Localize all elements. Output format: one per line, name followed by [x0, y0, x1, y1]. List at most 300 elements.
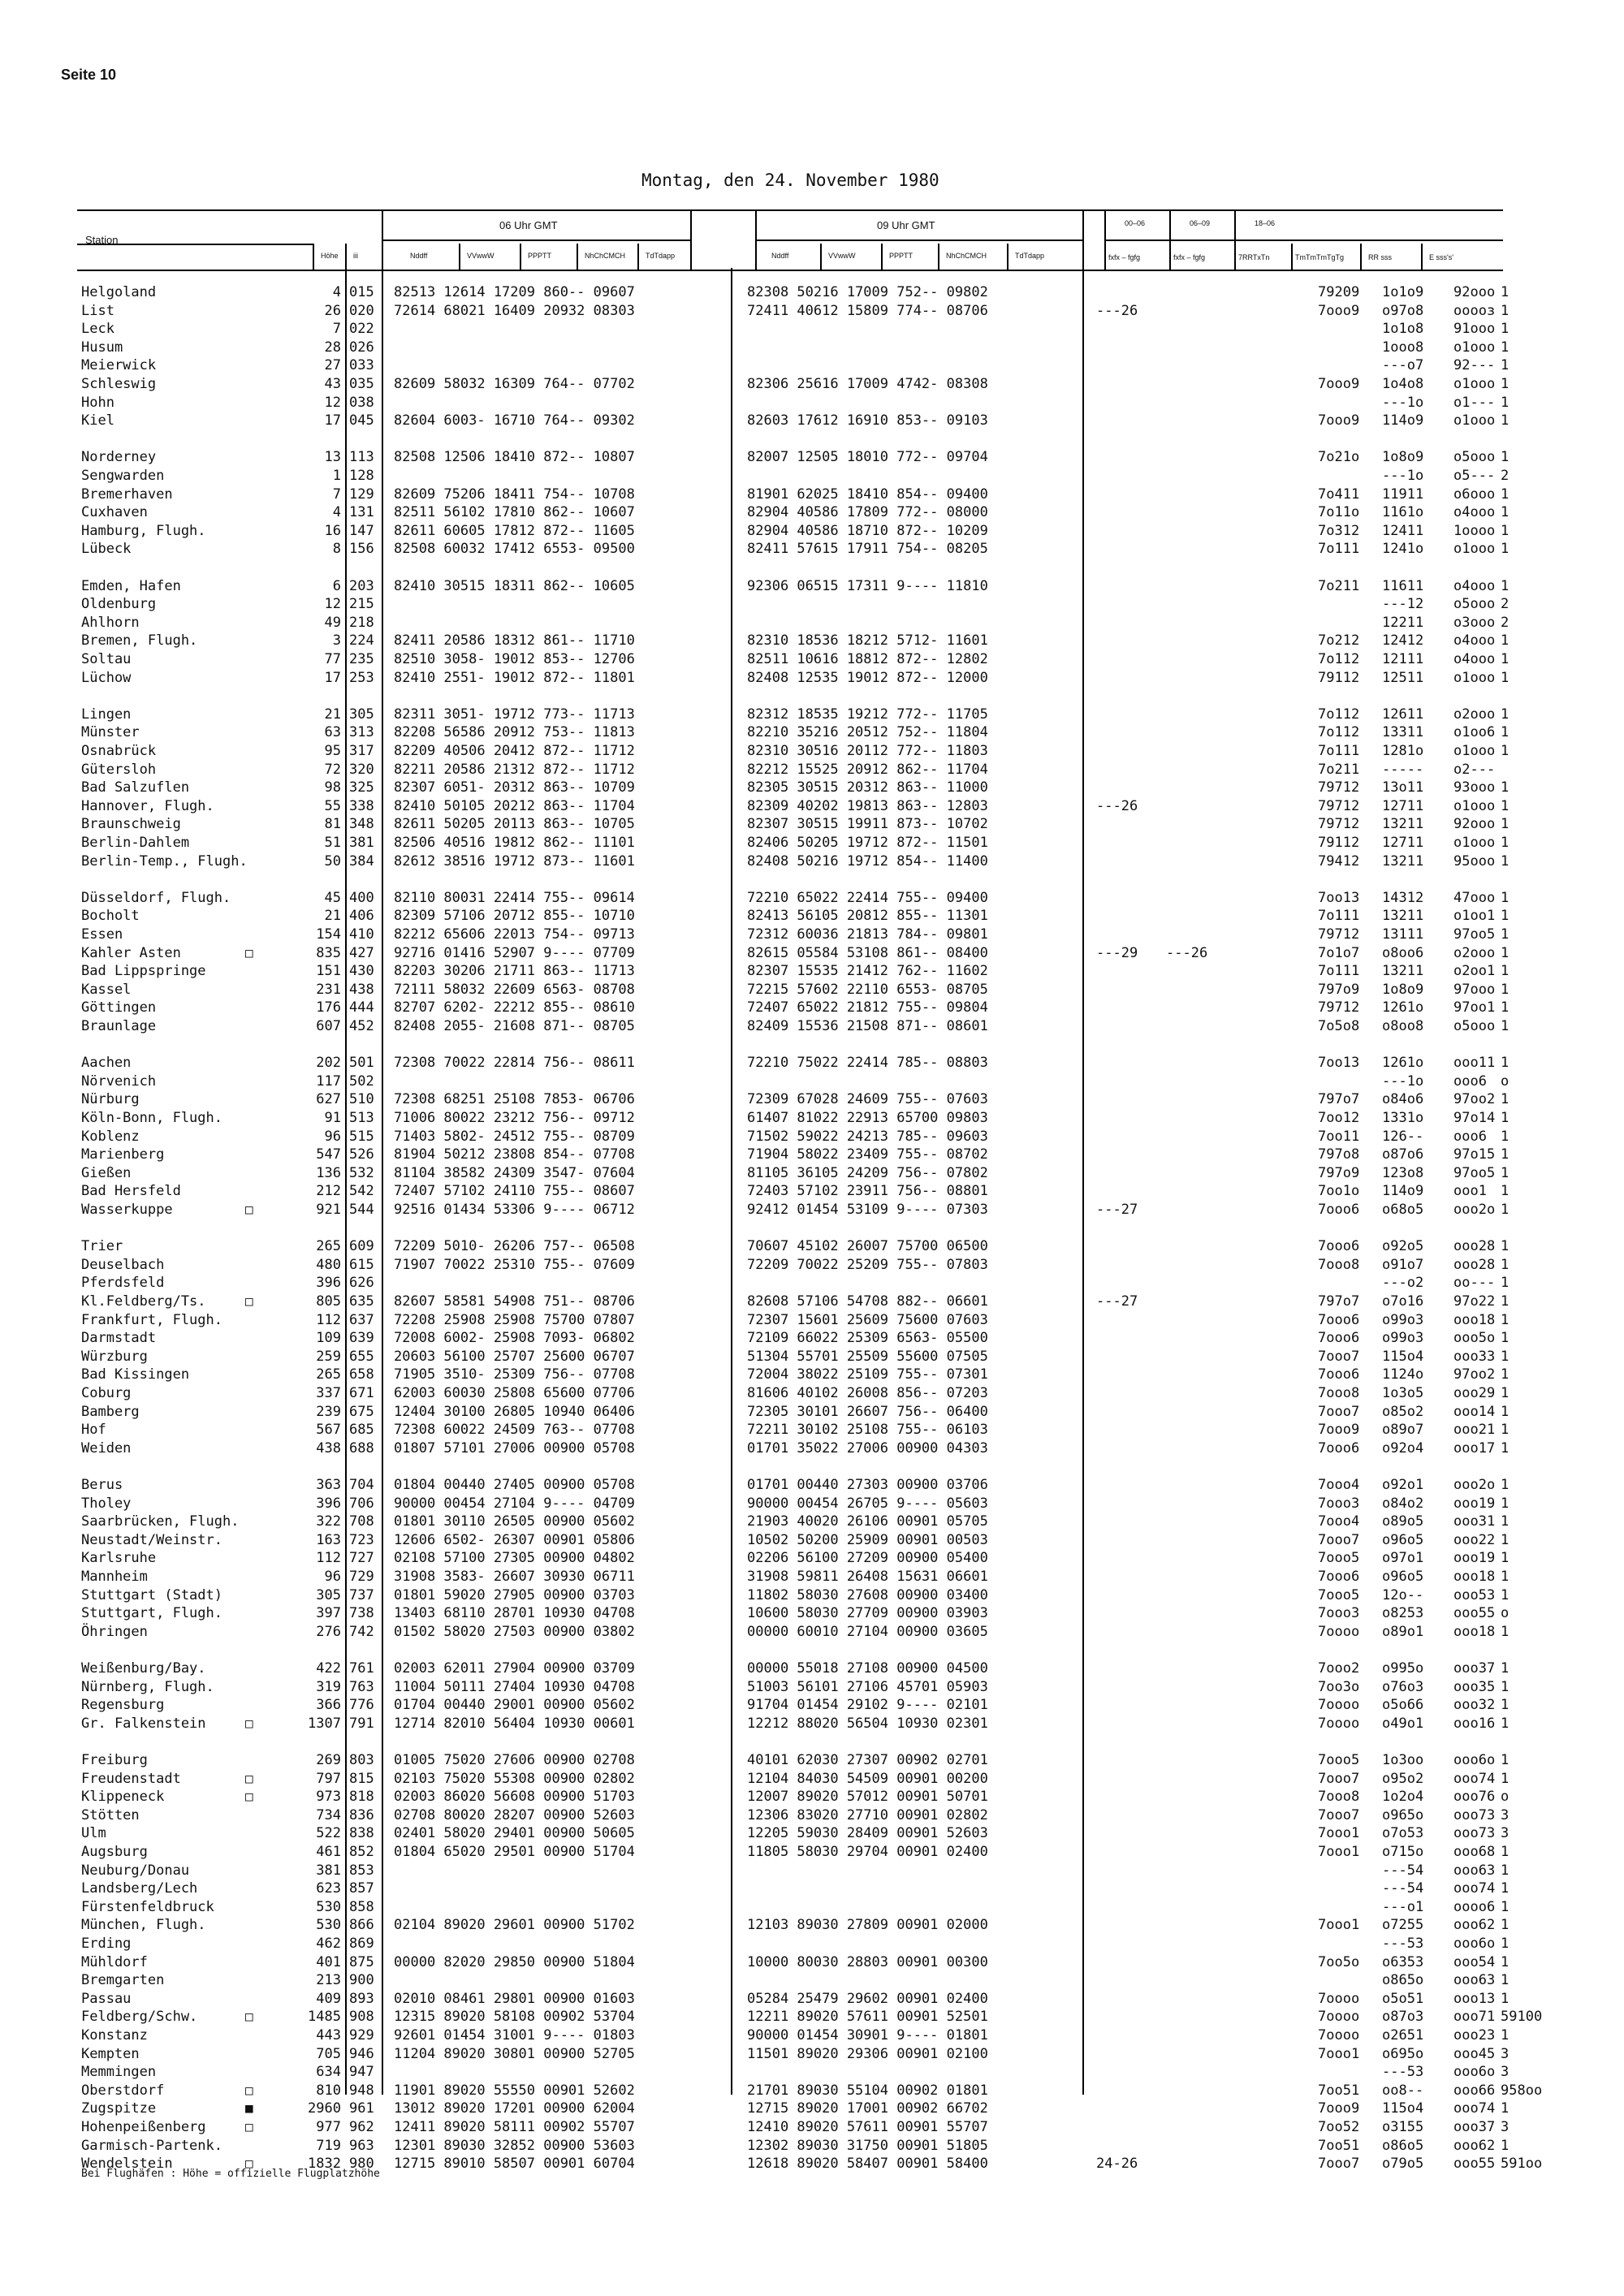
station-height: 265: [316, 1238, 341, 1255]
snow-group: 1: [1501, 743, 1510, 759]
wind-gust-00-06: ---29: [1096, 944, 1138, 961]
table-row: [0, 1733, 1624, 1751]
precip-group: o6ooo: [1453, 486, 1496, 503]
station-name: Bad Hersfeld: [81, 1183, 181, 1200]
precip-group: ooo2o: [1453, 1477, 1496, 1493]
station-name: Soltau: [81, 651, 132, 667]
temperature-group: 7o11o: [1318, 504, 1360, 521]
extreme-temp-group: o99o3: [1382, 1330, 1424, 1347]
station-height: 607: [316, 1018, 341, 1034]
precip-group: o4ooo: [1453, 632, 1496, 650]
station-index: 381: [349, 835, 374, 851]
station-name: Schleswig: [81, 376, 157, 392]
precip-group: ooo33: [1453, 1348, 1496, 1365]
station-index: 803: [349, 1752, 374, 1768]
obs-09-group: 92306 06515 17311 9---- 11810: [747, 577, 988, 594]
table-row: [0, 1880, 1624, 1898]
obs-09-group: 12618 89020 58407 00901 58400: [747, 2156, 988, 2173]
station-name: Neustadt/Weinstr.: [81, 1531, 222, 1548]
obs-09-group: 00000 55018 27108 00900 04500: [747, 1660, 988, 1677]
precip-group: 92ooo: [1453, 284, 1496, 300]
obs-06-group: 71006 80022 23212 756-- 09712: [394, 1110, 635, 1126]
station-height: 96: [324, 1569, 341, 1585]
obs-09-group: 82310 30516 20112 772-- 11803: [747, 743, 988, 759]
extreme-temp-group: o96o5: [1382, 1531, 1424, 1548]
precip-group: o1ooo: [1453, 743, 1496, 759]
extreme-temp-group: o89o7: [1382, 1422, 1424, 1439]
mountain-marker: □: [245, 1770, 253, 1786]
obs-09-group: 12212 88020 56504 10930 02301: [747, 1715, 988, 1732]
extreme-temp-group: 123o8: [1382, 1164, 1424, 1181]
extreme-temp-group: 114o9: [1382, 1183, 1424, 1200]
precip-group: ooo76: [1453, 1789, 1496, 1806]
obs-06-group: 82203 30206 21711 863-- 11713: [394, 963, 635, 980]
obs-06-group: 72209 5010- 26206 757-- 06508: [394, 1238, 635, 1255]
extreme-temp-group: o68o5: [1382, 1202, 1424, 1218]
station-name: Würzburg: [81, 1348, 148, 1365]
table-row: [0, 982, 1624, 999]
c09-pp-header: PPPTT: [889, 252, 914, 260]
station-index: 857: [349, 1880, 374, 1897]
table-row: [0, 559, 1624, 577]
precip-group: o5ooo: [1453, 1018, 1496, 1034]
snow-group: o: [1501, 1605, 1510, 1622]
obs-06-group: 82510 3058- 19012 853-- 12706: [394, 651, 635, 667]
station-name: Darmstadt: [81, 1330, 157, 1347]
station-name: Stuttgart (Stadt): [81, 1586, 222, 1603]
station-index: 253: [349, 669, 374, 686]
snow-group: 1: [1501, 522, 1510, 539]
station-height: 366: [316, 1697, 341, 1714]
station-index: 815: [349, 1770, 374, 1787]
extreme-temp-group: 13211: [1382, 852, 1424, 870]
obs-09-group: 72004 38022 25109 755-- 07301: [747, 1366, 988, 1383]
station-index: 156: [349, 541, 374, 558]
obs-09-group: 31908 59811 26408 15631 06601: [747, 1569, 988, 1585]
station-name: Nürnberg, Flugh.: [81, 1678, 214, 1695]
station-index: 131: [349, 504, 374, 521]
station-height: 4: [332, 504, 341, 521]
temperature-group: 7ooo9: [1318, 2100, 1360, 2117]
precip-group: 97o22: [1453, 1293, 1496, 1310]
table-row: [0, 2100, 1624, 2118]
station-height: 422: [316, 1660, 341, 1677]
precip-group: ooo55: [1453, 1605, 1496, 1622]
snow-group: 1: [1501, 1972, 1510, 1989]
snow-group: o: [1501, 1072, 1510, 1090]
precip-group: ooo74: [1453, 2100, 1496, 2117]
header-rule: [1360, 244, 1362, 270]
station-name: Erding: [81, 1936, 132, 1952]
precip-group: ooo74: [1453, 1770, 1496, 1787]
obs-09-group: 91704 01454 29102 9---- 02101: [747, 1697, 988, 1714]
station-index: 946: [349, 2045, 374, 2062]
snow-group: 1: [1501, 1586, 1510, 1603]
c09-vv-header: VVwwW: [828, 252, 856, 260]
temperature-group: 7oo12: [1318, 1110, 1360, 1126]
extreme-temp-group: 13311: [1382, 724, 1424, 741]
station-name: Klippeneck: [81, 1789, 165, 1806]
station-name: Oberstdorf: [81, 2082, 165, 2099]
station-index: 637: [349, 1311, 374, 1328]
extreme-temp-group: o5o51: [1382, 1990, 1424, 2007]
sub-4-header: TmTmTmTgTg: [1295, 253, 1344, 261]
c09-td-header: TdTdapp: [1015, 252, 1045, 260]
extreme-temp-group: o5o66: [1382, 1697, 1424, 1714]
obs-09-group: 12103 89030 27809 00901 02000: [747, 1917, 988, 1934]
snow-group: 1: [1501, 1844, 1510, 1860]
station-name: Bremerhaven: [81, 486, 173, 503]
temperature-group: 7oo11: [1318, 1128, 1360, 1145]
table-row: [0, 1129, 1624, 1146]
station-height: 13: [324, 449, 341, 466]
snow-group: 1: [1501, 651, 1510, 667]
obs-09-group: 82411 57615 17911 754-- 08205: [747, 541, 988, 558]
obs-06-group: 72614 68021 16409 20932 08303: [394, 302, 635, 319]
snow-group: 1: [1501, 1898, 1510, 1915]
station-index: 980: [349, 2156, 374, 2173]
station-index: 438: [349, 981, 374, 998]
table-row: [0, 670, 1624, 688]
header-rule: [1007, 244, 1009, 270]
station-index: 035: [349, 376, 374, 392]
obs-06-group: 12715 89010 58507 00901 60704: [394, 2156, 635, 2173]
snow-group: o: [1501, 1789, 1510, 1806]
station-height: 26: [324, 302, 341, 319]
station-name: Mannheim: [81, 1569, 148, 1585]
extreme-temp-group: 1o8o9: [1382, 981, 1424, 998]
extreme-temp-group: 1241o: [1382, 541, 1424, 558]
temperature-group: 7ooo1: [1318, 1917, 1360, 1934]
precip-group: o5---: [1453, 468, 1496, 484]
obs-09-group: 72109 66022 25309 6563- 05500: [747, 1330, 988, 1347]
header-rule: [345, 244, 347, 270]
station-name: Memmingen: [81, 2064, 157, 2081]
obs-09-group: 82312 18535 19212 772-- 11705: [747, 706, 988, 723]
wind-gust-00-06: ---27: [1096, 1202, 1138, 1218]
obs-09-group: 72305 30101 26607 756-- 06400: [747, 1403, 988, 1420]
mountain-marker: ■: [245, 2100, 253, 2117]
station-index: 776: [349, 1697, 374, 1714]
obs-09-group: 40101 62030 27307 00902 02701: [747, 1752, 988, 1768]
table-row: [0, 2119, 1624, 2137]
precip-group: ooo63: [1453, 1862, 1496, 1879]
precip-group: 92ooo: [1453, 816, 1496, 833]
station-index: 685: [349, 1422, 374, 1439]
station-height: 462: [316, 1936, 341, 1952]
station-index: 893: [349, 1990, 374, 2007]
table-row: [0, 1037, 1624, 1055]
table-row: [0, 1954, 1624, 1972]
precip-group: o1ooo: [1453, 797, 1496, 814]
table-row: [0, 1917, 1624, 1935]
snow-group: 1: [1501, 1439, 1510, 1457]
snow-group: 1: [1501, 1128, 1510, 1145]
snow-group: 1: [1501, 1752, 1510, 1768]
snow-group: 1: [1501, 835, 1510, 851]
station-height: 409: [316, 1990, 341, 2007]
station-height: 55: [324, 797, 341, 814]
table-row: [0, 1018, 1624, 1036]
obs-09-group: 01701 00440 27303 00900 03706: [747, 1477, 988, 1493]
table-row: [0, 1660, 1624, 1678]
extreme-temp-group: 12o--: [1382, 1586, 1424, 1603]
temperature-group: 7ooo6: [1318, 1238, 1360, 1255]
extreme-temp-group: 12711: [1382, 835, 1424, 851]
station-index: 313: [349, 724, 374, 741]
station-index: 015: [349, 284, 374, 300]
station-name: Kassel: [81, 981, 132, 998]
obs-06-group: 82609 58032 16309 764-- 07702: [394, 376, 635, 392]
extreme-temp-group: o92o4: [1382, 1439, 1424, 1457]
table-row: [0, 816, 1624, 834]
temperature-group: 7ooo1: [1318, 1825, 1360, 1842]
station-index: 948: [349, 2082, 374, 2099]
mountain-marker: □: [245, 1789, 253, 1805]
station-name: Aachen: [81, 1055, 132, 1072]
table-row: [0, 1183, 1624, 1201]
obs-09-group: 00000 60010 27104 00900 03605: [747, 1623, 988, 1640]
obs-06-group: 82411 20586 18312 861-- 11710: [394, 632, 635, 650]
station-name: Konstanz: [81, 2027, 148, 2044]
precip-group: ooo62: [1453, 1917, 1496, 1934]
precip-group: ooo53: [1453, 1586, 1496, 1603]
header-rule: [1082, 211, 1084, 270]
obs-06-group: 02003 62011 27904 00900 03709: [394, 1660, 635, 1677]
station-height: 28: [324, 339, 341, 356]
snow-group: 1: [1501, 1862, 1510, 1879]
precip-group: 97o14: [1453, 1110, 1496, 1126]
extreme-temp-group: o695o: [1382, 2045, 1424, 2062]
obs-06-group: 82307 6051- 20312 863-- 10709: [394, 779, 635, 796]
c06-td-header: TdTdapp: [646, 252, 676, 260]
mountain-marker: □: [245, 944, 253, 960]
header-rule: [881, 244, 883, 270]
station-height: 1: [332, 468, 341, 484]
precip-group: ooo21: [1453, 1422, 1496, 1439]
group-06-header: 06 Uhr GMT: [499, 219, 558, 231]
table-row: [0, 1293, 1624, 1311]
station-height: 12: [324, 596, 341, 613]
station-name: Regensburg: [81, 1697, 165, 1714]
precip-group: ooo32: [1453, 1697, 1496, 1714]
obs-06-group: 82611 60605 17812 872-- 11605: [394, 522, 635, 539]
precip-group: ooo14: [1453, 1403, 1496, 1420]
precip-group: ooo55: [1453, 2156, 1496, 2173]
extreme-temp-group: o995o: [1382, 1660, 1424, 1677]
station-name: Saarbrücken, Flugh.: [81, 1513, 240, 1530]
station-height: 63: [324, 724, 341, 741]
station-height: 634: [316, 2064, 341, 2081]
obs-06-group: 82611 50205 20113 863-- 10705: [394, 816, 635, 833]
station-index: 038: [349, 394, 374, 411]
c06-ndd-header: Nddff: [410, 252, 428, 260]
station-name: Mühldorf: [81, 1953, 148, 1970]
table-row: [0, 1238, 1624, 1256]
station-index: 962: [349, 2119, 374, 2135]
obs-09-group: 82608 57106 54708 882-- 06601: [747, 1293, 988, 1310]
station-name: Weißenburg/Bay.: [81, 1660, 206, 1677]
extreme-temp-group: 114o9: [1382, 412, 1424, 429]
extreme-temp-group: 1261o: [1382, 999, 1424, 1016]
station-index: 900: [349, 1972, 374, 1989]
extreme-temp-group: o7o16: [1382, 1293, 1424, 1310]
table-row: [0, 1495, 1624, 1513]
snow-group: 1: [1501, 1917, 1510, 1934]
precip-group: 47ooo: [1453, 889, 1496, 906]
extreme-temp-group: o965o: [1382, 1806, 1424, 1823]
station-height: 401: [316, 1953, 341, 1970]
station-index: 708: [349, 1513, 374, 1530]
obs-09-group: 72215 57602 22110 6553- 08705: [747, 981, 988, 998]
wind-gust-06-09: ---26: [1166, 944, 1208, 961]
snow-group: 1: [1501, 357, 1510, 374]
obs-06-group: 82612 38516 19712 873-- 11601: [394, 852, 635, 870]
station-height: 438: [316, 1439, 341, 1457]
station-name: Ulm: [81, 1825, 106, 1842]
snow-group: 1: [1501, 284, 1510, 300]
temperature-group: 7o21o: [1318, 449, 1360, 466]
extreme-temp-group: -----: [1382, 761, 1424, 778]
snow-group: 1: [1501, 321, 1510, 338]
precip-group: ooo5o: [1453, 1330, 1496, 1347]
station-index: 147: [349, 522, 374, 539]
obs-06-group: 82607 58581 54908 751-- 08706: [394, 1293, 635, 1310]
station-index: 320: [349, 761, 374, 778]
station-height: 322: [316, 1513, 341, 1530]
station-index: 635: [349, 1293, 374, 1310]
station-index: 444: [349, 999, 374, 1016]
obs-09-group: 82308 50216 17009 752-- 09802: [747, 284, 988, 300]
station-index: 869: [349, 1936, 374, 1952]
header-rule: [77, 244, 313, 245]
station-height: 276: [316, 1623, 341, 1640]
station-height: 163: [316, 1531, 341, 1548]
extreme-temp-group: 12111: [1382, 651, 1424, 667]
obs-09-group: 72209 70022 25209 755-- 07803: [747, 1256, 988, 1273]
snow-group: 2: [1501, 614, 1510, 631]
precip-group: ooo37: [1453, 2119, 1496, 2135]
obs-09-group: 82310 18536 18212 5712- 11601: [747, 632, 988, 650]
obs-06-group: 82609 75206 18411 754-- 10708: [394, 486, 635, 503]
table-row: [0, 339, 1624, 357]
obs-09-group: 70607 45102 26007 75700 06500: [747, 1238, 988, 1255]
temperature-group: 79112: [1318, 835, 1360, 851]
station-index: 129: [349, 486, 374, 503]
station-name: Sengwarden: [81, 468, 165, 484]
table-row: [0, 449, 1624, 467]
header-rule: [382, 240, 690, 241]
station-name: Fürstenfeldbruck: [81, 1898, 214, 1915]
extreme-temp-group: o87o6: [1382, 1146, 1424, 1163]
station-height: 136: [316, 1164, 341, 1181]
precip-group: ooo1: [1453, 1183, 1487, 1200]
precip-group: o5ooo: [1453, 449, 1496, 466]
station-height: 50: [324, 852, 341, 870]
temperature-group: 7oo5o: [1318, 1953, 1360, 1970]
station-name: Weiden: [81, 1439, 132, 1457]
extreme-temp-group: 12511: [1382, 669, 1424, 686]
precip-group: ooo68: [1453, 1844, 1496, 1860]
obs-06-group: 82511 56102 17810 862-- 10607: [394, 504, 635, 521]
obs-09-group: 72307 15601 25609 75600 07603: [747, 1311, 988, 1328]
snow-group: 1: [1501, 1990, 1510, 2007]
precip-group: ooo16: [1453, 1715, 1496, 1732]
station-index: 510: [349, 1091, 374, 1108]
snow-group: 1: [1501, 339, 1510, 356]
station-height: 547: [316, 1146, 341, 1163]
wind-gust-00-06: ---27: [1096, 1293, 1138, 1310]
station-name: Frankfurt, Flugh.: [81, 1311, 222, 1328]
station-height: 81: [324, 816, 341, 833]
temperature-group: 7o111: [1318, 908, 1360, 925]
extreme-temp-group: o97o1: [1382, 1550, 1424, 1567]
station-index: 929: [349, 2027, 374, 2044]
temperature-group: 797o7: [1318, 1091, 1360, 1108]
sub-2-header: fxfx – fgfg: [1173, 253, 1206, 261]
snow-group: 1: [1501, 963, 1510, 980]
extreme-temp-group: ---54: [1382, 1862, 1424, 1879]
temperature-group: 797o7: [1318, 1293, 1360, 1310]
hoehe-header: Höhe: [321, 252, 339, 260]
precip-group: o4ooo: [1453, 651, 1496, 667]
obs-06-group: 31908 3583- 26607 30930 06711: [394, 1569, 635, 1585]
station-height: 117: [316, 1072, 341, 1090]
obs-09-group: 81105 36105 24209 756-- 07802: [747, 1164, 988, 1181]
station-name: Bocholt: [81, 908, 140, 925]
station-name: Hannover, Flugh.: [81, 797, 214, 814]
temperature-group: 7ooo9: [1318, 412, 1360, 429]
temperature-group: 7oooo: [1318, 1697, 1360, 1714]
table-row: [0, 1366, 1624, 1384]
precip-group: 97ooo: [1453, 981, 1496, 998]
precip-group: o1ooo: [1453, 541, 1496, 558]
table-row: [0, 1936, 1624, 1953]
temperature-group: 7ooo6: [1318, 1330, 1360, 1347]
wind-gust-00-06: 24-26: [1096, 2156, 1138, 2173]
station-index: 738: [349, 1605, 374, 1622]
station-height: 6: [332, 577, 341, 594]
temperature-group: 797o8: [1318, 1146, 1360, 1163]
snow-group: 1: [1501, 486, 1510, 503]
obs-09-group: 82603 17612 16910 853-- 09103: [747, 412, 988, 429]
table-row: [0, 1991, 1624, 2009]
sub-1-header: fxfx – fgfg: [1108, 253, 1141, 261]
temperature-group: 7o312: [1318, 522, 1360, 539]
extreme-temp-group: o99o3: [1382, 1311, 1424, 1328]
station-height: 212: [316, 1183, 341, 1200]
table-row: [0, 1477, 1624, 1495]
table-row: [0, 706, 1624, 724]
obs-06-group: 12714 82010 56404 10930 00601: [394, 1715, 635, 1732]
station-name: Husum: [81, 339, 123, 356]
extreme-temp-group: 12411: [1382, 522, 1424, 539]
table-row: [0, 835, 1624, 852]
table-row: [0, 963, 1624, 981]
obs-09-group: 82309 40202 19813 863-- 12803: [747, 797, 988, 814]
station-index: 858: [349, 1898, 374, 1915]
table-row: [0, 1146, 1624, 1164]
station-index: 671: [349, 1385, 374, 1401]
c06-nh-header: NhChCMCH: [585, 252, 626, 260]
extreme-temp-group: 1261o: [1382, 1055, 1424, 1072]
table-row: [0, 486, 1624, 504]
extreme-temp-group: 14312: [1382, 889, 1424, 906]
station-name: Meierwick: [81, 357, 157, 374]
precip-group: ooo35: [1453, 1678, 1496, 1695]
station-name: Tholey: [81, 1495, 132, 1512]
table-row: [0, 412, 1624, 430]
